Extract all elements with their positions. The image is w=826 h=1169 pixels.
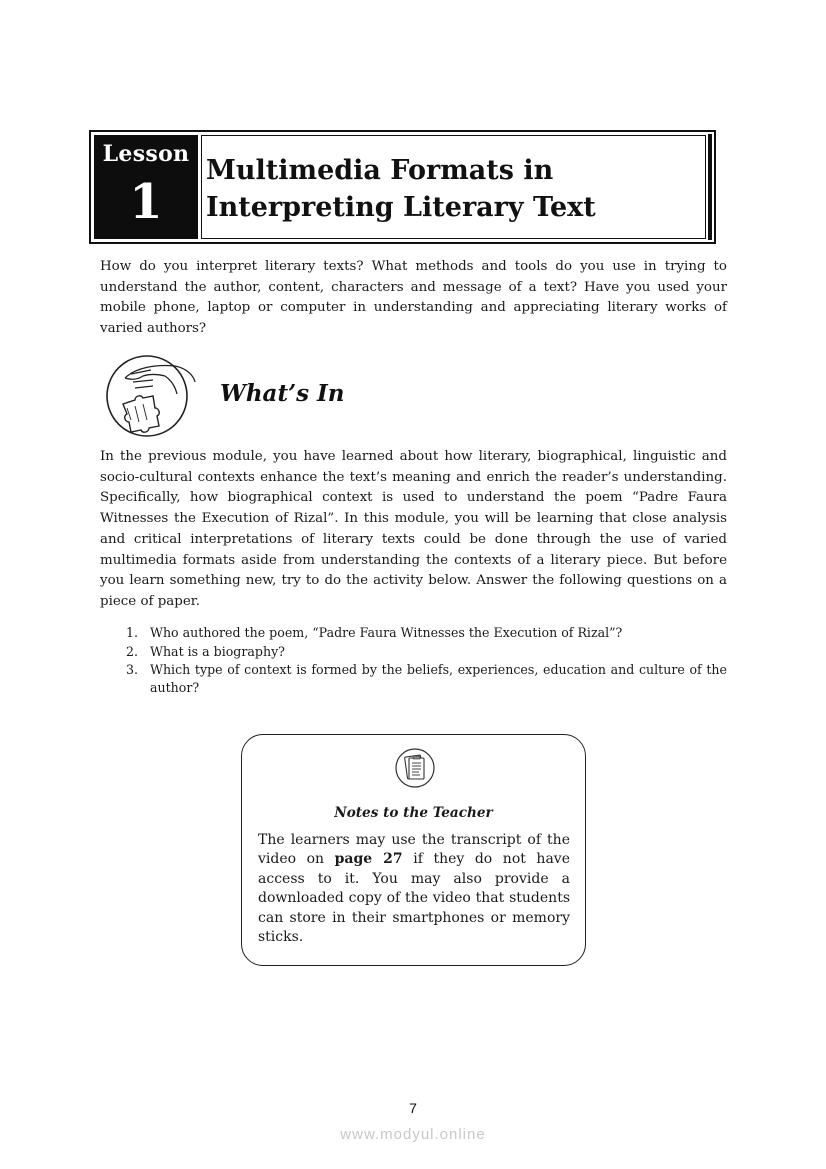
- lesson-title-line-1: Multimedia Formats in: [206, 155, 554, 186]
- notes-clipboard-icon: [394, 747, 436, 789]
- notes-body: [258, 831, 570, 947]
- lesson-tag: [94, 135, 198, 239]
- page-number: 7: [409, 1100, 417, 1116]
- lesson-title-line-2: Interpreting Literary Text: [206, 192, 596, 223]
- lesson-title: [206, 152, 706, 226]
- notes-title: Notes to the Teacher: [334, 805, 493, 821]
- lesson-number: 1: [129, 174, 163, 230]
- notes-body-text-continued: if they do not have access to it. You may also provide a downloaded copy of the video that students can store in their smartphones or memory sticks.: [258, 851, 570, 946]
- question-text: Who authored the poem, “Padre Faura Witnesses the Execution of Rizal”?: [150, 625, 623, 640]
- intro-paragraph: How do you interpret literary texts? What methods and tools do you use in trying to understand the author, content, characters and message of a text? Have you used your mobile phone, laptop or computer in understanding and appreciating literary works of varied authors?: [100, 259, 727, 337]
- question-number: 1.: [126, 625, 139, 640]
- question-text: Which type of context is formed by the beliefs, experiences, education and culture of the author?: [150, 662, 727, 695]
- question-list: [100, 624, 727, 697]
- lesson-label: Lesson: [102, 141, 190, 167]
- question-number: 3.: [126, 662, 139, 678]
- list-item: [100, 624, 727, 642]
- watermark: www.modyul.online: [340, 1126, 486, 1143]
- whats-in-heading: What’s In: [220, 380, 345, 407]
- puzzle-hand-icon: [105, 350, 197, 442]
- notes-body-text: The learners may use the transcript of the video on: [258, 832, 570, 868]
- list-item: [100, 661, 727, 696]
- notes-page-reference: page 27: [334, 851, 403, 868]
- question-number: 2.: [126, 643, 139, 659]
- whats-in-paragraph: In the previous module, you have learned about how literary, biographical, linguistic and socio-cultural contexts enhance the text’s meaning and enrich the reader’s understanding. Specifically, how biographical context is used to understand the poem “Padre Faura Witnesses the Execution of Rizal”. In this module, you will be learning that close analysis and critical interpretations of literary texts could be done through the use of varied multimedia formats aside from understanding the contexts of a literary piece. But before you learn something new, try to do the activity below. Answer the following questions on a piece of paper.: [100, 449, 727, 609]
- teacher-notes-box: [241, 734, 586, 966]
- lesson-header: [89, 130, 716, 244]
- question-text: What is a biography?: [150, 643, 285, 659]
- list-item: [100, 643, 727, 661]
